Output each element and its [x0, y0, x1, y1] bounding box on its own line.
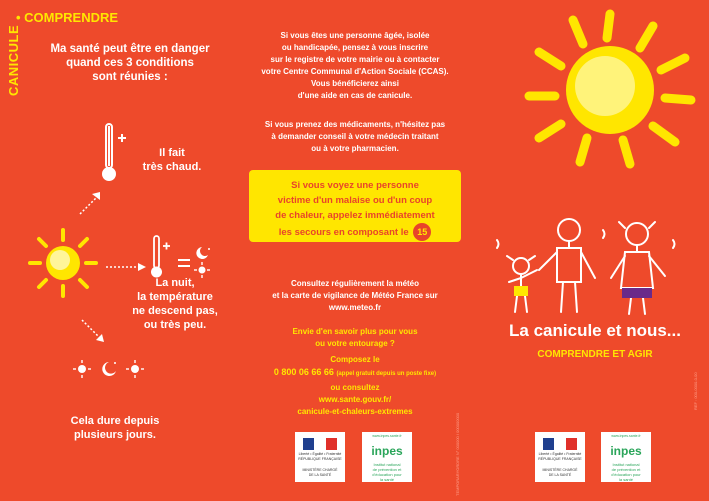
brochure-title: La canicule et nous...	[509, 321, 681, 340]
arrow-down-icon	[80, 318, 106, 344]
moon-icon	[194, 246, 212, 260]
arrow-up-icon	[78, 190, 104, 216]
thermometer-icon	[100, 122, 130, 184]
sun-icon	[28, 228, 98, 298]
document-reference: REF : 000-0000-0-00	[693, 372, 698, 410]
condition-days-text: Cela dure depuis plusieurs jours.	[70, 415, 160, 441]
small-sun-icon	[73, 360, 91, 378]
small-sun-icon	[126, 360, 144, 378]
website-link[interactable]: www.sante.gouv.fr/ canicule-et-chaleurs-extremes	[297, 395, 413, 416]
thermometer-icon	[150, 234, 176, 280]
emergency-number-badge: 15	[413, 223, 431, 241]
condition-hot-text: Il fait très chaud.	[142, 147, 202, 173]
info-question: Envie d'en savoir plus pour vous ou votre entourage ?	[292, 327, 418, 348]
sun-icon	[525, 8, 695, 168]
section-title: • COMPRENDRE	[16, 10, 119, 25]
condition-night-text: La nuit, la température ne descend pas, ou très peu.	[132, 277, 218, 331]
arrow-right-icon	[106, 262, 146, 272]
republique-francaise-logo: Liberté • Égalité • Fraternité RÉPUBLIQUE FRANÇAISE MINISTÈRE CHARGÉ DE LA SANTÉ	[535, 432, 585, 482]
moon-icon	[100, 360, 118, 378]
republique-francaise-logo: Liberté • Égalité • Fraternité RÉPUBLIQUE FRANÇAISE MINISTÈRE CHARGÉ DE LA SANTÉ	[295, 432, 345, 482]
inpes-logo: www.inpes.sante.fr inpes Institut national de prévention et d'éducation pour la santé	[362, 432, 412, 482]
print-reference: TEMPORARYORDRE N° 000000 / 000000000	[455, 412, 460, 496]
left-panel	[0, 0, 237, 501]
equals-icon	[178, 258, 190, 268]
registration-paragraph: Si vous êtes une personne âgée, isolée ou handicapée, pensez à vous inscrire sur le registre de votre mairie ou à contacter votre Centre Communal d'Action Sociale (CCAS). Vous bénéficierez ainsi d'une aide en cas de canicule.	[261, 31, 449, 100]
compose-label: Composez le	[330, 355, 380, 364]
phone-number[interactable]: 0 800 06 66 66	[273, 367, 334, 377]
inpes-logo: www.inpes.sante.fr inpes Institut national de prévention et d'éducation pour la santé	[601, 432, 651, 482]
consult-label: ou consultez	[330, 383, 380, 392]
brochure-subtitle: COMPRENDRE ET AGIR	[537, 349, 653, 360]
phone-line	[247, 366, 463, 380]
intro-text: Ma santé peut être en danger quand ces 3 conditions sont réunies :	[50, 43, 210, 83]
center-panel	[237, 0, 473, 501]
medication-paragraph: Si vous prenez des médicaments, n'hésitez pas à demander conseil à votre médecin traitant ou à votre pharmacien.	[264, 120, 446, 153]
emergency-callout: Si vous voyez une personne victime d'un malaise ou d'un coup de chaleur, appelez immédiatement les secours en composant le 15	[249, 170, 461, 242]
family-illustration	[487, 208, 687, 316]
phone-note: (appel gratuit depuis un poste fixe)	[336, 371, 437, 377]
weather-paragraph: Consultez régulièrement la météo et la carte de vigilance de Météo France sur www.meteo.fr	[272, 279, 438, 312]
vertical-section-label: CANICULE	[6, 24, 21, 96]
right-panel	[473, 0, 709, 501]
